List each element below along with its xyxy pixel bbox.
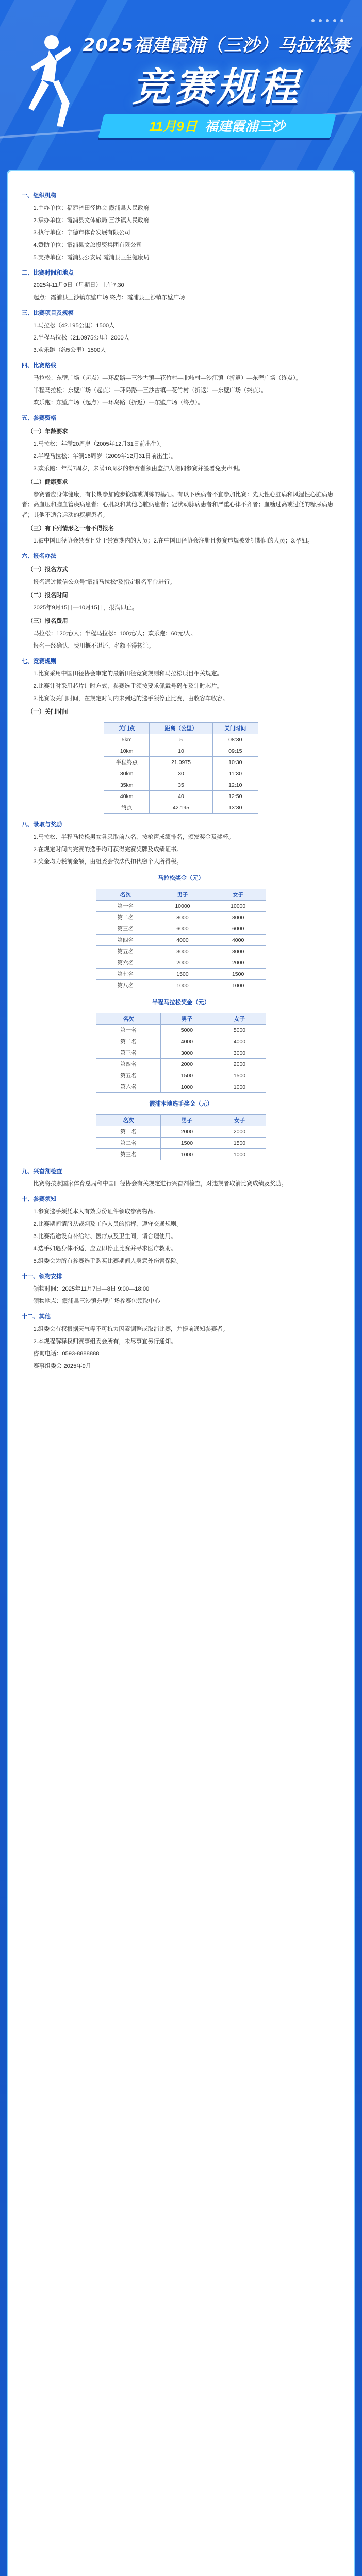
paragraph: 1.参赛选手须凭本人有效身份证件领取参赛物品。: [33, 1209, 159, 1215]
table-cell: 3000: [213, 1047, 266, 1059]
section-heading: 二、比赛时间和地点: [22, 270, 74, 276]
table-row: [96, 935, 266, 946]
table-cell: 1000: [160, 1081, 213, 1093]
table-cell: 11:30: [212, 768, 258, 779]
table-caption: 半程马拉松奖金（元）: [152, 999, 210, 1006]
table-cell: 第五名: [96, 1070, 161, 1081]
table-cell: 1500: [213, 1138, 266, 1149]
table-cell: 4000: [155, 935, 210, 946]
table-cell: 第四名: [96, 1059, 161, 1070]
table-row: [104, 745, 258, 757]
paragraph: 5.组委会为所有参赛选手购买比赛期间人身意外伤害保险。: [33, 1258, 183, 1264]
runner-icon: [21, 31, 72, 129]
table-cell: 第三名: [96, 1047, 161, 1059]
prize_half-table: [96, 1013, 266, 1093]
paragraph: 1.比赛采用中国田径协会审定的最新田径竞赛规则和马拉松项目相关规定。: [33, 671, 223, 677]
local-table: [96, 1114, 266, 1160]
table-header: 男子: [155, 889, 210, 901]
table-cell: 3000: [160, 1047, 213, 1059]
table-header: 关门时间: [212, 723, 258, 734]
section-heading: 五、参赛资格: [22, 415, 57, 421]
table-header: 女子: [213, 1115, 266, 1126]
table-cell: 3000: [155, 946, 210, 957]
section-heading: 十一、领物安排: [22, 1274, 62, 1280]
table-row: [96, 1081, 266, 1093]
table-cell: 第四名: [96, 935, 155, 946]
table-cell: 1000: [213, 1081, 266, 1093]
table-caption: 霞浦本地选手奖金（元）: [149, 1101, 213, 1107]
table-row: [96, 1059, 266, 1070]
paragraph: 2.承办单位：霞浦县文体旅局 三沙镇人民政府: [33, 217, 150, 224]
paragraph: 3.执行单位：宁德市体育发展有限公司: [33, 230, 130, 236]
paragraph: 2.比赛计时采用芯片计时方式，参赛选手须按要求佩戴号码布及计时芯片。: [33, 683, 223, 689]
table-cell: 2000: [160, 1126, 213, 1138]
table-cell: 终点: [104, 802, 150, 814]
section-heading: 四、比赛路线: [22, 363, 57, 369]
event-location: 福建霞浦三沙: [204, 118, 285, 134]
table-cell: 35: [150, 779, 212, 791]
table-header: 关门点: [104, 723, 150, 734]
table-row: [104, 768, 258, 779]
table-header: 名次: [96, 1013, 161, 1025]
paragraph: 1.马拉松：年满20周岁（2005年12月31日前出生）。: [33, 441, 166, 447]
subsection-heading: （三）有下列情形之一者不得报名: [27, 526, 114, 532]
table-cell: 1000: [213, 1149, 266, 1160]
table-header: 名次: [96, 1115, 161, 1126]
table-header: 男子: [160, 1115, 213, 1126]
table-row: [96, 980, 266, 991]
table-cell: 第二名: [96, 1138, 161, 1149]
paragraph: 2.半程马拉松：年满16周岁（2009年12月31日前出生）。: [33, 453, 177, 460]
table-cell: 8000: [210, 912, 266, 923]
paragraph: 马拉松：东壁广场（起点）—环岛路—三沙古镇—花竹村—北岐村—沙江镇（折返）—东壁广场（终点）。: [33, 375, 302, 381]
table-cell: 4000: [160, 1036, 213, 1047]
paragraph: 3.欢乐跑（约5公里）1500人: [33, 347, 106, 353]
subsection-heading: （二）健康要求: [27, 479, 68, 485]
paragraph: 4.赞助单位：霞浦县文旅投资集团有限公司: [33, 242, 142, 248]
table-cell: 10: [150, 745, 212, 757]
rules-document: [8, 171, 354, 2576]
table-cell: 1500: [155, 969, 210, 980]
section-heading: 九、兴奋剂检查: [22, 1168, 62, 1175]
table-row: [104, 757, 258, 768]
table-row: [96, 1047, 266, 1059]
paragraph: 2.在规定时间内完赛的选手均可获得完赛奖牌及成绩证书。: [33, 846, 183, 853]
table-cell: 1000: [160, 1149, 213, 1160]
table-header: 男子: [160, 1013, 213, 1025]
paragraph: 赛事组委会 2025年9月: [33, 1363, 91, 1369]
paragraph: 半程马拉松：东壁广场（起点）—环岛路—三沙古镇—花竹村（折返）—东壁广场（终点）。: [33, 387, 267, 394]
table-cell: 10km: [104, 745, 150, 757]
hero-banner: [0, 0, 362, 170]
table-row: [96, 969, 266, 980]
table-cell: 5km: [104, 734, 150, 745]
event-date: 11月9日: [149, 118, 198, 134]
table-cell: 4000: [213, 1036, 266, 1047]
event-title: 2025福建霞浦（三沙）马拉松赛: [83, 35, 351, 56]
table-cell: 1000: [155, 980, 210, 991]
table-cell: 第六名: [96, 957, 155, 969]
table-cell: 半程终点: [104, 757, 150, 768]
table-cell: 2000: [155, 957, 210, 969]
table-row: [96, 957, 266, 969]
table-cell: 30km: [104, 768, 150, 779]
table-cell: 10:30: [212, 757, 258, 768]
table-cell: 第二名: [96, 1036, 161, 1047]
paragraph: 2.比赛期间请服从裁判及工作人员的指挥，遵守交通规则。: [33, 1221, 183, 1227]
rules-content: [8, 171, 354, 1384]
subsection-heading: （二）报名时间: [27, 592, 68, 599]
table-cell: 6000: [210, 923, 266, 935]
paragraph: 5.支持单位：霞浦县公安局 霞浦县卫生健康局: [33, 255, 150, 261]
table-cell: 6000: [155, 923, 210, 935]
paragraph: 1.马拉松（42.195公里）1500人: [33, 323, 115, 329]
paragraph: 2.本规程解释权归赛事组委会所有，未尽事宜另行通知。: [33, 1338, 177, 1345]
table-row: [96, 1036, 266, 1047]
paragraph: 1.被中国田径协会禁赛且处于禁赛期内的人员；2.在中国田径协会注册且参赛违规被处罚期间的人员；3.孕妇。: [33, 538, 314, 544]
table-cell: 40km: [104, 791, 150, 802]
table-cell: 8000: [155, 912, 210, 923]
paragraph: 3.奖金均为税前金额，由组委会依法代扣代缴个人所得税。: [33, 859, 183, 865]
table-row: [96, 923, 266, 935]
table-cell: 2000: [210, 957, 266, 969]
table-cell: 2000: [160, 1059, 213, 1070]
paragraph: 1.马拉松、半程马拉松男女各录取前八名，按枪声成绩排名，颁发奖金及奖杯。: [33, 834, 235, 840]
section-heading: 三、比赛项目及规模: [22, 310, 74, 316]
table-row: [96, 912, 266, 923]
paragraph: 起点：霞浦县三沙镇东壁广场 终点：霞浦县三沙镇东壁广场: [33, 295, 185, 301]
table-cell: 13:30: [212, 802, 258, 814]
table-cell: 第七名: [96, 969, 155, 980]
table-header: 名次: [96, 889, 155, 901]
table-row: [104, 779, 258, 791]
table-cell: 1500: [210, 969, 266, 980]
table-row: [96, 1138, 266, 1149]
section-heading: 十、参赛须知: [22, 1196, 57, 1202]
paragraph: 领物时间：2025年11月7日—8日 9:00—18:00: [33, 1286, 150, 1292]
table-cell: 第五名: [96, 946, 155, 957]
prize_full-table: [96, 889, 266, 991]
table-cell: 1000: [210, 980, 266, 991]
table-cell: 1500: [160, 1070, 213, 1081]
section-heading: 七、竞赛规则: [22, 658, 57, 665]
paragraph: 报名一经确认，费用概不退还，名额不得转让。: [33, 643, 155, 649]
subsection-heading: （三）报名费用: [27, 618, 68, 624]
paragraph: 2025年11月9日（星期日）上午7:30: [33, 282, 124, 289]
paragraph: 3.欢乐跑：年满7周岁，未满18周岁的参赛者须由监护人陪同参赛并签署免责声明。: [33, 466, 244, 472]
section-heading: 一、组织机构: [22, 193, 57, 199]
paragraph: 报名通过微信公众号“霞浦马拉松”及指定报名平台进行。: [33, 579, 176, 585]
table-cell: 5: [150, 734, 212, 745]
table-header: 女子: [210, 889, 266, 901]
paragraph: 比赛将按照国家体育总局和中国田径协会有关规定进行兴奋剂检查，对违规者取消比赛成绩及奖励。: [33, 1181, 287, 1187]
table-cell: 5000: [160, 1025, 213, 1036]
table-cell: 08:30: [212, 734, 258, 745]
table-cell: 第二名: [96, 912, 155, 923]
table-cell: 40: [150, 791, 212, 802]
table-row: [104, 791, 258, 802]
paragraph: 1.组委会有权根据天气等不可抗力因素调整或取消比赛，并提前通知参赛者。: [33, 1326, 228, 1332]
table-cell: 5000: [213, 1025, 266, 1036]
table-cell: 第三名: [96, 1149, 161, 1160]
paragraph: 马拉松：120元/人；半程马拉松：100元/人；欢乐跑：60元/人。: [33, 631, 196, 637]
table-cell: 4000: [210, 935, 266, 946]
table-cell: 第八名: [96, 980, 155, 991]
table-cell: 第三名: [96, 923, 155, 935]
paragraph: 3.比赛沿途设有补给站、医疗点及卫生间，请合理使用。: [33, 1233, 177, 1240]
table-row: [96, 901, 266, 912]
section-heading: 十二、其他: [22, 1314, 51, 1320]
subsection-heading: （一）关门时间: [27, 709, 68, 715]
table-header: 距离（公里）: [150, 723, 212, 734]
table-cell: 第六名: [96, 1081, 161, 1093]
paragraph: 参赛者应身体健康，有长期参加跑步锻炼或训练的基础。有以下疾病者不宜参加比赛：先天性心脏病和风湿性心脏病患者；高血压和脑血管疾病患者；心肌炎和其他心脏病患者；冠状动脉病患者和严重心律不齐者；血糖过高或过低的糖尿病患者；其他不适合运动的疾病患者。: [22, 492, 334, 518]
table-cell: 第一名: [96, 901, 155, 912]
paragraph: 2.半程马拉松（21.0975公里）2000人: [33, 335, 129, 341]
date-banner-text: [101, 114, 333, 138]
table-cell: 21.0975: [150, 757, 212, 768]
table-cell: 10000: [155, 901, 210, 912]
table-cell: 12:10: [212, 779, 258, 791]
table-cell: 12:50: [212, 791, 258, 802]
table-row: [96, 1149, 266, 1160]
paragraph: 4.选手如遇身体不适，应立即停止比赛并寻求医疗救助。: [33, 1246, 177, 1252]
paragraph: 咨询电话：0593-8888888: [33, 1351, 100, 1357]
page-title: 竞赛规程: [132, 64, 301, 110]
table-row: [96, 1126, 266, 1138]
cutoff-table: [104, 722, 258, 814]
table-cell: 30: [150, 768, 212, 779]
paragraph: 3.比赛设关门时间，在规定时间内未到达的选手须停止比赛，由收容车收容。: [33, 696, 228, 702]
paragraph: 1.主办单位：福建省田径协会 霞浦县人民政府: [33, 205, 150, 211]
subsection-heading: （一）年龄要求: [27, 429, 68, 435]
table-cell: 42.195: [150, 802, 212, 814]
paragraph: 领物地点：霞浦县三沙镇东壁广场参赛包领取中心: [33, 1298, 160, 1304]
subsection-heading: （一）报名方式: [27, 567, 68, 573]
table-cell: 第一名: [96, 1025, 161, 1036]
section-heading: 六、报名办法: [22, 553, 57, 560]
table-cell: 第一名: [96, 1126, 161, 1138]
paragraph: 欢乐跑：东壁广场（起点）—环岛路（折返）—东壁广场（终点）。: [33, 400, 204, 406]
table-header: 女子: [213, 1013, 266, 1025]
table-cell: 1500: [160, 1138, 213, 1149]
table-caption: 马拉松奖金（元）: [158, 875, 204, 882]
table-cell: 2000: [213, 1126, 266, 1138]
table-cell: 3000: [210, 946, 266, 957]
section-heading: 八、录取与奖励: [22, 822, 62, 828]
table-row: [104, 802, 258, 814]
table-row: [96, 1070, 266, 1081]
decor-dots: [309, 15, 351, 26]
table-cell: 10000: [210, 901, 266, 912]
paragraph: 2025年9月15日—10月15日，报满即止。: [33, 605, 138, 611]
table-row: [96, 1025, 266, 1036]
table-row: [96, 946, 266, 957]
table-cell: 35km: [104, 779, 150, 791]
table-cell: 1500: [213, 1070, 266, 1081]
table-row: [104, 734, 258, 745]
table-cell: 2000: [213, 1059, 266, 1070]
table-cell: 09:15: [212, 745, 258, 757]
